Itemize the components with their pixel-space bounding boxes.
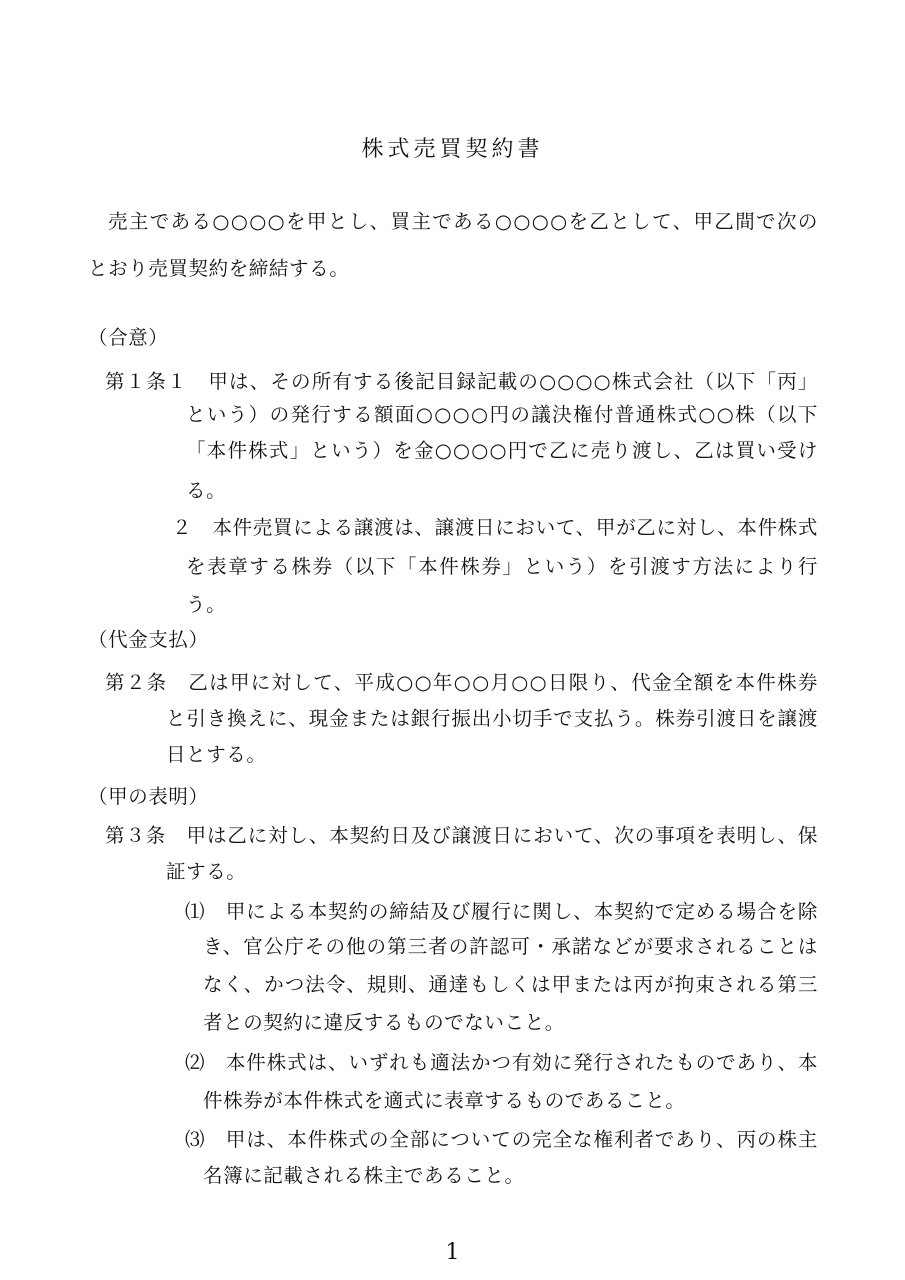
article-heading: （代金支払）: [88, 628, 209, 651]
list-item-line: ⑵ 本件株式は、いずれも適法かつ有効に発行されたものであり、本: [185, 1051, 818, 1074]
list-item-line: き、官公庁その他の第三者の許認可・承諾などが要求されることは: [203, 935, 818, 958]
article-text-line: という）の発行する額面○○○○円の議決権付普通株式○○株（以下: [186, 403, 818, 426]
list-item-line: ⑶ 甲は、本件株式の全部についての完全な権利者であり、丙の株主: [185, 1128, 818, 1151]
list-item-line: 件株券が本件株式を適式に表章するものであること。: [203, 1089, 686, 1112]
article-text-line: 第２条 乙は甲に対して、平成○○年○○月○○日限り、代金全額を本件株券: [105, 671, 818, 694]
page-number: 1: [445, 1240, 460, 1265]
list-item-line: ⑴ 甲による本契約の締結及び履行に関し、本契約で定める場合を除: [185, 900, 818, 923]
article-heading: （甲の表明）: [88, 785, 209, 808]
article-text-line: 第１条１ 甲は、その所有する後記目録記載の○○○○株式会社（以下「丙」: [105, 370, 818, 393]
article-text-line: る。: [186, 479, 227, 502]
article-text-line: 「本件株式」という）を金○○○○円で乙に売り渡し、乙は買い受け: [186, 439, 818, 462]
list-item-line: なく、かつ法令、規則、通達もしくは甲または丙が拘束される第三: [203, 973, 818, 996]
article-text-line: 第３条 甲は乙に対し、本契約日及び譲渡日において、次の事項を表明し、保: [105, 824, 818, 847]
article-text-line: 証する。: [166, 860, 247, 883]
list-item-line: 者との契約に違反するものでないこと。: [203, 1011, 565, 1034]
article-text-line: ２ 本件売買による譲渡は、譲渡日において、甲が乙に対し、本件株式: [172, 516, 818, 539]
article-text-line: を表章する株券（以下「本件株券」という）を引渡す方法により行: [186, 555, 818, 578]
article-text-line: と引き換えに、現金または銀行振出小切手で支払う。株券引渡日を譲渡: [166, 707, 818, 730]
article-text-line: 日とする。: [166, 743, 267, 766]
article-text-line: う。: [186, 593, 227, 616]
article-heading: （合意）: [88, 326, 169, 349]
preamble-line: とおり売買契約を締結する。: [88, 257, 350, 280]
document-title: 株式売買契約書: [361, 137, 544, 162]
preamble-line: 売主である○○○○を甲とし、買主である○○○○を乙として、甲乙間で次の: [108, 210, 818, 233]
list-item-line: 名簿に記載される株主であること。: [203, 1164, 525, 1187]
